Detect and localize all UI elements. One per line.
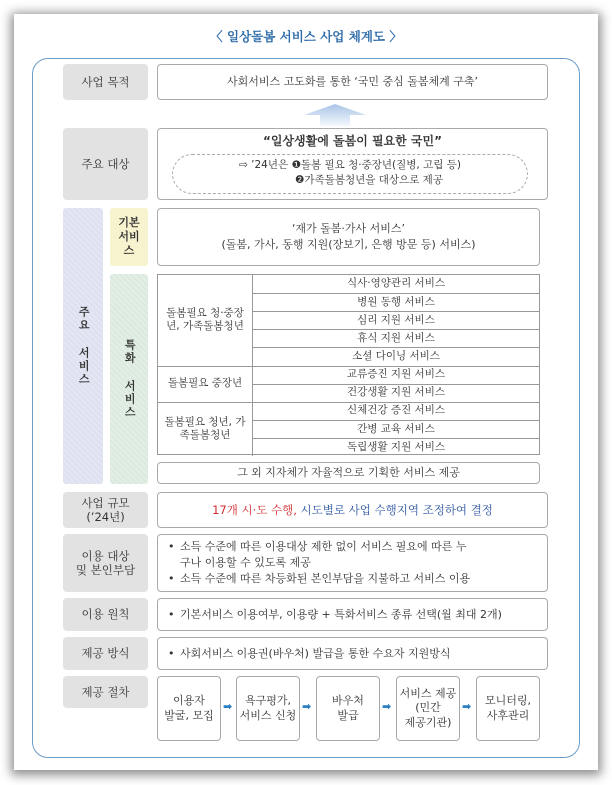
target-group: 돌봄필요 청·중장년, 가족돌봄청년 — [158, 275, 253, 366]
right-arrow-icon: ➡ — [382, 700, 392, 713]
procedure-step — [157, 676, 221, 741]
eligibility-box — [157, 534, 548, 592]
target-line-1: ⇨ ’24년은 ❶돌봄 필요 청·중장년(질병, 고립 등) — [239, 159, 461, 171]
scale-text-red: 17개 시·도 수행, — [212, 502, 297, 517]
right-arrow-icon: ➡ — [302, 700, 312, 713]
target-group: 돌봄필요 청년, 가족돌봄청년 — [158, 402, 253, 456]
special-service-item: 식사·영양관리 서비스 — [347, 277, 445, 290]
procedure-step-line: 이용자 — [173, 694, 205, 708]
method-box — [157, 637, 548, 670]
scale-text-blue: 시도별로 사업 수행지역 조정하여 결정 — [296, 502, 493, 517]
right-arrow-icon: ➡ — [462, 700, 472, 713]
method-label: 제공 방식 — [63, 637, 148, 670]
target-label: 주요 대상 — [63, 128, 148, 200]
eligibility-label — [63, 534, 148, 592]
principle-box — [157, 598, 548, 631]
right-arrow-icon: ➡ — [223, 700, 233, 713]
special-service-item: 소셜 다이닝 서비스 — [253, 347, 539, 365]
diagram-title: 〈 일상돌봄 서비스 사업 체계도 〉 — [210, 29, 402, 44]
up-arrow-icon — [300, 102, 370, 126]
eligibility-bullet: • 소득 수준에 따른 이용대상 제한 없이 서비스 필요에 따른 누구나 이용할 수 있도록 제공 — [168, 539, 473, 571]
procedure-step-line: 서비스 신청 — [239, 708, 297, 722]
main-services-label: 주요 서비스 — [63, 208, 103, 484]
procedure-step-line: 모니터링, — [484, 694, 531, 708]
scale-label-line1: 사업 규모 — [81, 495, 130, 510]
method-text: • 사회서비스 이용권(바우처) 발급을 통한 수요자 지원방식 — [168, 646, 450, 662]
scale-label-line2: (’24년) — [86, 510, 125, 524]
special-service-item: 교류증진 지원 서비스 — [253, 366, 539, 384]
special-service-label: 특화 서비스 — [110, 274, 148, 484]
procedure-label: 제공 절차 — [63, 676, 148, 708]
procedure-step-line: 제공기관) — [404, 715, 452, 729]
special-service-item: 건강생활 지원 서비스 — [253, 384, 539, 402]
purpose-text: 사회서비스 고도화를 통한 ‘국민 중심 돌봄체계 구축’ — [157, 64, 548, 100]
procedure-step — [236, 676, 300, 741]
procedure-step-line: 사후관리 — [486, 708, 530, 722]
basic-service-label: 기본 서비스 — [110, 208, 148, 266]
basic-service-detail: (돌봄, 가사, 동행 지원(장보기, 은행 방문 등) 서비스) — [221, 238, 476, 251]
eligibility-label-line2: 및 본인부담 — [75, 563, 136, 577]
procedure-step — [396, 676, 460, 741]
scale-text — [157, 492, 548, 528]
special-service-item: 심리 지원 서비스 — [253, 311, 539, 329]
procedure-step-line: (민간 — [415, 701, 441, 715]
principle-label: 이용 원칙 — [63, 598, 148, 631]
target-line-2: ❷가족돌봄청년을 대상으로 제공 — [295, 174, 443, 187]
special-service-item: 휴식 지원 서비스 — [253, 329, 539, 347]
basic-service-box — [157, 208, 540, 266]
procedure-step — [476, 676, 540, 741]
procedure-step-line: 발굴, 모집 — [164, 708, 214, 722]
special-service-item: 간병 교육 서비스 — [253, 420, 539, 438]
special-service-item: 병원 동행 서비스 — [253, 293, 539, 311]
special-service-item: 신체건강 증진 서비스 — [253, 402, 539, 420]
other-services: 그 외 지자체가 자율적으로 기획한 서비스 제공 — [157, 462, 540, 484]
scale-label — [63, 492, 148, 528]
eligibility-label-line1: 이용 대상 — [81, 548, 130, 563]
procedure-step-line: 서비스 제공 — [399, 687, 457, 701]
target-headline: “일상생활에 돌봄이 필요한 국민” — [262, 134, 442, 148]
special-service-item: 독립생활 지원 서비스 — [253, 438, 539, 456]
procedure-step-line: 발급 — [337, 708, 359, 722]
basic-service-title: ‘재가 돌봄·가사 서비스’ — [291, 222, 406, 236]
target-group: 돌봄필요 중장년 — [158, 366, 253, 402]
procedure-step-line: 욕구평가, — [244, 694, 291, 708]
purpose-label: 사업 목적 — [63, 64, 148, 100]
eligibility-bullet: • 소득 수준에 따른 차등화된 본인부담을 지불하고 서비스 이용 — [168, 571, 473, 587]
procedure-step — [316, 676, 380, 741]
procedure-step-line: 바우처 — [332, 694, 364, 708]
special-service-table — [157, 274, 540, 455]
target-detail — [172, 154, 528, 194]
principle-text: • 기본서비스 이용여부, 이용량 + 특화서비스 종류 선택(월 최대 2개) — [168, 607, 502, 623]
